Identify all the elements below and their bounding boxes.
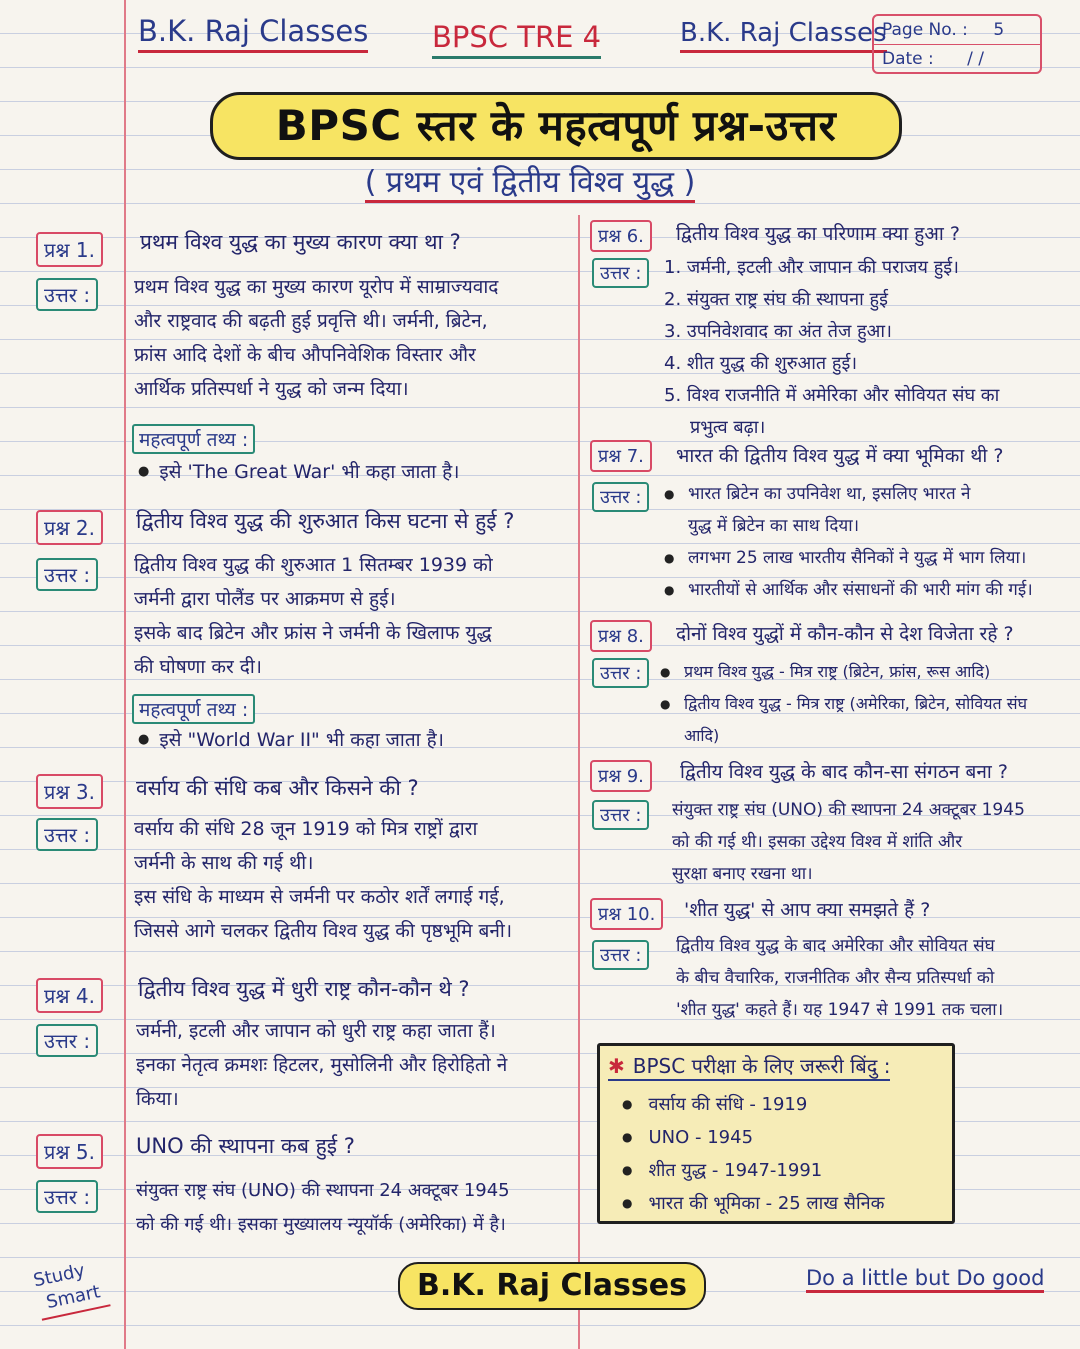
header-exam-title: BPSC TRE 4: [432, 20, 601, 59]
header-brand-left: B.K. Raj Classes: [138, 14, 368, 53]
summary-box: [597, 1043, 955, 1224]
question-text-4: द्वितीय विश्व युद्ध में धुरी राष्ट्र कौन-कौन थे ?: [138, 977, 470, 1001]
question-label-1: प्रश्न 1.: [36, 232, 103, 267]
answer-list-6: 1. जर्मनी, इटली और जापान की पराजय हुई। 2. संयुक्त राष्ट्र संघ की स्थापना हुई 3. उपनिवेशवाद का अंत तेज हुआ। 4. शीत युद्ध की शुरुआत हुई। 5. विश्व राजनीति में अमेरिका और सोवियत संघ का प्रभुत्व बढ़ा।: [664, 257, 1000, 438]
question-text-2: द्वितीय विश्व युद्ध की शुरुआत किस घटना से हुई ?: [136, 509, 515, 533]
margin-line: [124, 0, 126, 1349]
answer-text-10: द्वितीय विश्व युद्ध के बाद अमेरिका और सोवियत संघ के बीच वैचारिक, राजनीतिक और सैन्य प्रतिस्पर्धा को 'शीत युद्ध' कहते हैं। यह 1947 से 1991 तक चला।: [676, 936, 1004, 1020]
question-text-7: भारत की द्वितीय विश्व युद्ध में क्या भूमिका थी ?: [676, 445, 1004, 467]
study-smart-note: Study Smart: [31, 1255, 110, 1320]
answer-text-1: प्रथम विश्व युद्ध का मुख्य कारण यूरोप में साम्राज्यवाद और राष्ट्रवाद की बढ़ती हुई प्रवृत्ति थी। जर्मनी, ब्रिटेन, फ्रांस आदि देशों के बीच औपनिवेशिक विस्तार और आर्थिक प्रतिस्पर्धा ने युद्ध को जन्म दिया।: [134, 276, 499, 400]
page-label: Page No. :: [882, 20, 968, 40]
summary-title: ✱ BPSC परीक्षा के लिए जरूरी बिंदु :: [608, 1052, 890, 1081]
summary-item: ● UNO - 1945: [622, 1121, 884, 1154]
question-text-9: द्वितीय विश्व युद्ध के बाद कौन-सा संगठन बना ?: [680, 761, 1008, 783]
question-label-5: प्रश्न 5.: [36, 1134, 103, 1169]
date-value: / /: [967, 49, 985, 69]
summary-item: ● भारत की भूमिका - 25 लाख सैनिक: [622, 1187, 884, 1220]
page-info-box: [872, 14, 1042, 74]
answer-text-5: संयुक्त राष्ट्र संघ (UNO) की स्थापना 24 अक्टूबर 1945 को की गई थी। इसका मुख्यालय न्यूयॉर्क (अमेरिका) में है।: [136, 1180, 510, 1235]
asterisk-icon: ✱: [608, 1054, 625, 1078]
question-label-4: प्रश्न 4.: [36, 978, 103, 1013]
answer-label-9: उत्तर :: [592, 800, 649, 830]
question-label-3: प्रश्न 3.: [36, 774, 103, 809]
answer-label-4: उत्तर :: [36, 1024, 98, 1057]
date-label: Date :: [882, 49, 934, 69]
column-divider: [578, 215, 580, 1349]
question-text-8: दोनों विश्व युद्धों में कौन-कौन से देश विजेता रहे ?: [676, 623, 1014, 645]
question-label-9: प्रश्न 9.: [590, 760, 652, 792]
question-label-2: प्रश्न 2.: [36, 510, 103, 545]
answer-text-2: द्वितीय विश्व युद्ध की शुरुआत 1 सितम्बर 1939 को जर्मनी द्वारा पोलैंड पर आक्रमण से हुई। इसके बाद ब्रिटेन और फ्रांस ने जर्मनी के खिलाफ युद्ध की घोषणा कर दी।: [134, 554, 493, 678]
answer-label-3: उत्तर :: [36, 818, 98, 851]
page-number: 5: [993, 20, 1005, 40]
answer-list-7: ● भारत ब्रिटेन का उपनिवेश था, इसलिए भारत ने युद्ध में ब्रिटेन का साथ दिया। ● लगभग 25 लाख भारतीय सैनिकों ने युद्ध में भाग लिया। ● भारतीयों से आर्थिक और संसाधनों की भारी मांग की गई।: [664, 478, 1033, 606]
answer-label-1: उत्तर :: [36, 278, 98, 311]
summary-list: [622, 1088, 884, 1220]
question-text-5: UNO की स्थापना कब हुई ?: [136, 1134, 355, 1158]
answer-label-10: उत्तर :: [592, 940, 649, 970]
question-text-6: द्वितीय विश्व युद्ध का परिणाम क्या हुआ ?: [676, 223, 960, 245]
footer-brand: B.K. Raj Classes: [398, 1262, 706, 1310]
question-label-7: प्रश्न 7.: [590, 440, 652, 472]
answer-label-8: उत्तर :: [592, 658, 649, 688]
answer-label-5: उत्तर :: [36, 1180, 98, 1213]
answer-text-3: वर्साय की संधि 28 जून 1919 को मित्र राष्ट्रों द्वारा जर्मनी के साथ की गई थी। इस संधि के माध्यम से जर्मनी पर कठोर शर्तें लगाई गई, जिससे आगे चलकर द्वितीय विश्व युद्ध की पृष्ठभूमि बनी।: [134, 818, 513, 942]
fact-item-1: ● इसे 'The Great War' भी कहा जाता है।: [138, 458, 459, 484]
question-label-6: प्रश्न 6.: [590, 220, 652, 252]
question-text-1: प्रथम विश्व युद्ध का मुख्य कारण क्या था ?: [140, 230, 461, 254]
fact-item-2: ● इसे "World War II" भी कहा जाता है।: [138, 726, 444, 752]
fact-label-2: महत्वपूर्ण तथ्य :: [132, 694, 255, 724]
fact-label-1: महत्वपूर्ण तथ्य :: [132, 424, 255, 454]
answer-text-4: जर्मनी, इटली और जापान को धुरी राष्ट्र कहा जाता हैं। इनका नेतृत्व क्रमशः हिटलर, मुसोलिनी और हिरोहितो ने किया।: [136, 1020, 508, 1110]
question-label-10: प्रश्न 10.: [590, 898, 663, 930]
header-brand-right: B.K. Raj Classes: [680, 18, 887, 53]
page-subtitle: ( प्रथम एवं द्वितीय विश्व युद्ध ): [330, 160, 730, 201]
question-text-10: 'शीत युद्ध' से आप क्या समझते हैं ?: [684, 899, 931, 921]
answer-label-2: उत्तर :: [36, 558, 98, 591]
answer-label-6: उत्तर :: [592, 258, 649, 288]
summary-item: ● वर्साय की संधि - 1919: [622, 1088, 884, 1121]
summary-item: ● शीत युद्ध - 1947-1991: [622, 1154, 884, 1187]
page-title: BPSC स्तर के महत्वपूर्ण प्रश्न-उत्तर: [210, 92, 902, 160]
question-text-3: वर्साय की संधि कब और किसने की ?: [136, 776, 419, 800]
footer-motto: Do a little but Do good: [806, 1266, 1044, 1293]
answer-text-9: संयुक्त राष्ट्र संघ (UNO) की स्थापना 24 अक्टूबर 1945 को की गई थी। इसका उद्देश्य विश्व में शांति और सुरक्षा बनाए रखना था।: [672, 800, 1025, 884]
answer-list-8: ● प्रथम विश्व युद्ध - मित्र राष्ट्र (ब्रिटेन, फ्रांस, रूस आदि) ● द्वितीय विश्व युद्ध - मित्र राष्ट्र (अमेरिका, ब्रिटेन, सोवियत संघ आदि): [660, 656, 1027, 752]
question-label-8: प्रश्न 8.: [590, 620, 652, 652]
answer-label-7: उत्तर :: [592, 482, 649, 512]
